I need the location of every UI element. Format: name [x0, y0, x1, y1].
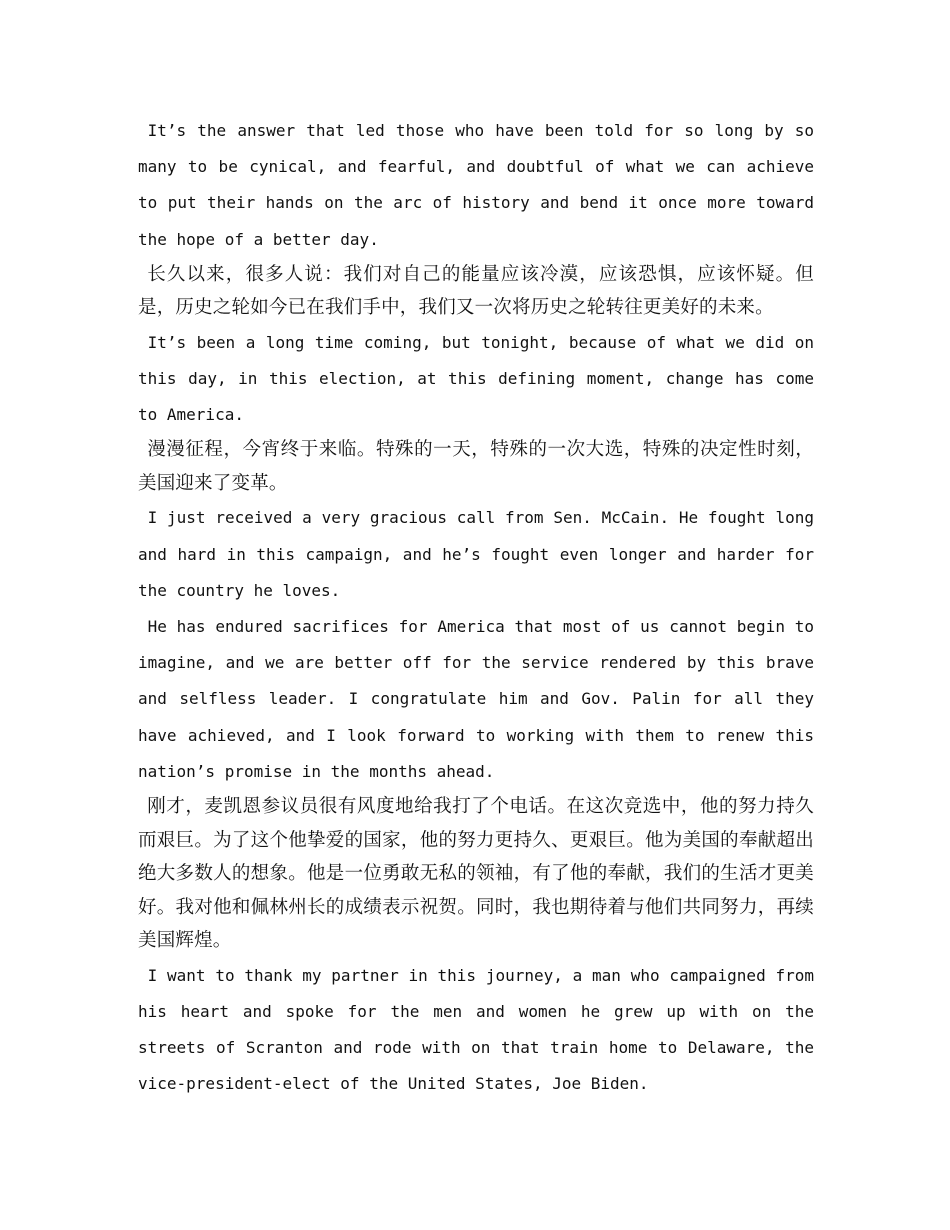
paragraph-change-en: It’s been a long time coming, but tonight, because of what we did on this day, in this election, at this defining moment, change has come to America.	[138, 332, 814, 425]
paragraph-change-zh: 漫漫征程，今宵终于来临。特殊的一天，特殊的一次大选，特殊的决定性时刻，美国迎来了变革。	[138, 439, 814, 494]
paragraph-mccain-sacrifice-en: He has endured sacrifices for America that most of us cannot begin to imagine, and we are better off for the service rendered by this brave and selfless leader. I congratulate him and Gov. Palin for all they have achieved, and I look forward to working with them to renew this nation’s promise in the months ahead.	[138, 617, 814, 781]
paragraph-answer-en: It’s the answer that led those who have been told for so long by so many to be cynical, and fearful, and doubtful of what we can achieve to put their hands on the arc of history and bend it once more toward the hope of a better day.	[138, 121, 814, 249]
paragraph-biden-en: I want to thank my partner in this journey, a man who campaigned from his heart and spoke for the men and women he grew up with on the streets of Scranton and rode with on that train home to Delaware, the vice-president-elect of the United States, Joe Biden.	[138, 965, 814, 1094]
document-body	[138, 113, 814, 1102]
paragraph-mccain-call-en: I just received a very gracious call from Sen. McCain. He fought long and hard in this campaign, and he’s fought even longer and harder for the country he loves.	[138, 508, 814, 600]
paragraph-answer-zh: 长久以来，很多人说：我们对自己的能量应该冷漠，应该恐惧，应该怀疑。但是，历史之轮如今已在我们手中，我们又一次将历史之轮转往更美好的未来。	[138, 263, 814, 319]
paragraph-mccain-zh: 刚才，麦凯恩参议员很有风度地给我打了个电话。在这次竞选中，他的努力持久而艰巨。为了这个他挚爱的国家，他的努力更持久、更艰巨。他为美国的奉献超出绝大多数人的想象。他是一位勇敢无私的领袖，有了他的奉献，我们的生活才更美好。我对他和佩林州长的成绩表示祝贺。同时，我也期待着与他们共同努力，再续美国辉煌。	[138, 796, 814, 952]
